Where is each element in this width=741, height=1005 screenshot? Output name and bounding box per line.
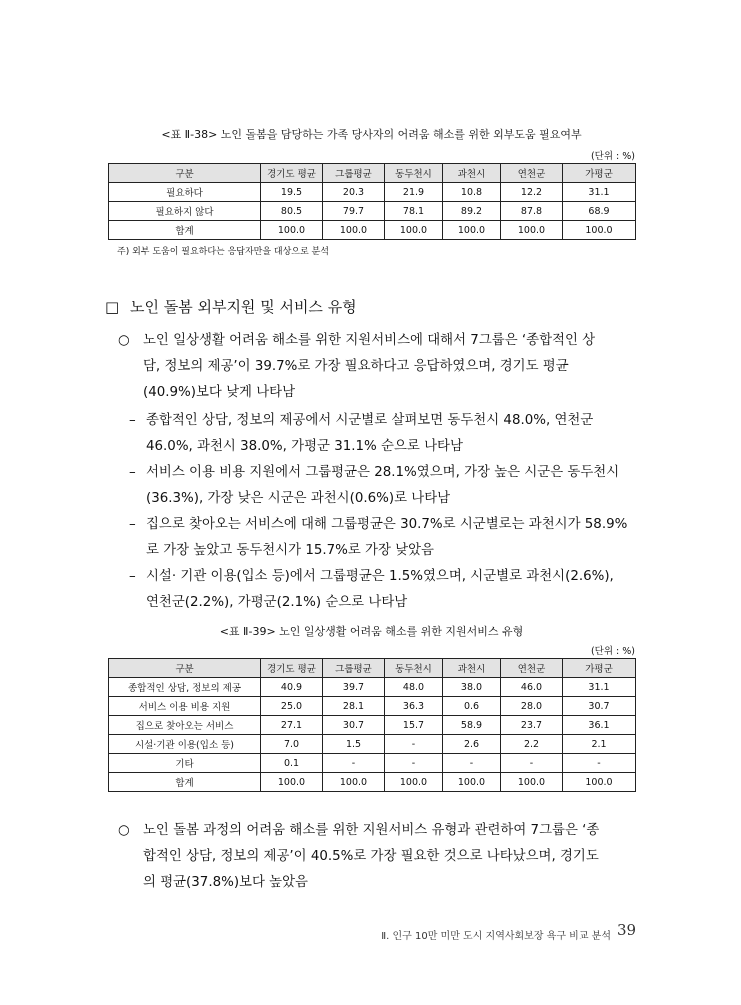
row-label: 서비스 이용 비용 지원 (109, 697, 261, 716)
table1-header-row (109, 164, 636, 183)
column-header: 과천시 (443, 164, 501, 183)
table-cell: 58.9 (443, 716, 501, 735)
table2-header-row (109, 659, 636, 678)
table-cell: 100.0 (501, 773, 563, 792)
dash-marker: – (129, 517, 136, 532)
section-bullet: □ (105, 298, 120, 316)
table1 (108, 163, 636, 240)
para1-line: (40.9%)보다 낮게 나타남 (143, 385, 296, 400)
table-cell: 12.2 (501, 183, 563, 202)
table-cell: 0.6 (443, 697, 501, 716)
row-label: 종합적인 상담, 정보의 제공 (109, 678, 261, 697)
table-row (109, 202, 636, 221)
para2-line: 의 평균(37.8%)보다 높았음 (143, 875, 308, 890)
column-header: 연천군 (501, 164, 563, 183)
table-cell: - (323, 754, 385, 773)
dash-item-line: 종합적인 상담, 정보의 제공에서 시군별로 살펴보면 동두천시 48.0%, 연천군 (146, 413, 594, 428)
table-cell: - (385, 754, 443, 773)
table-cell: 100.0 (385, 221, 443, 240)
para2-line: 합적인 상담, 정보의 제공’이 40.5%로 가장 필요한 것으로 나타났으며, 경기도 (143, 849, 599, 864)
table-cell: 46.0 (501, 678, 563, 697)
table2-caption: <표 Ⅱ-39> 노인 일상생활 어려움 해소를 위한 지원서비스 유형 (219, 625, 524, 638)
table-row (109, 773, 636, 792)
table2 (108, 658, 636, 792)
table1-caption: <표 Ⅱ-38> 노인 돌봄을 담당하는 가족 당사자의 어려움 해소를 위한 외부도움 필요여부 (161, 128, 582, 141)
table-cell: 10.8 (443, 183, 501, 202)
dash-item-line: 서비스 이용 비용 지원에서 그룹평균은 28.1%였으며, 가장 높은 시군은 동두천시 (146, 465, 620, 480)
para1-line: 노인 일상생활 어려움 해소를 위한 지원서비스에 대해서 7그룹은 ‘종합적인 상 (143, 333, 596, 348)
table-cell: 78.1 (385, 202, 443, 221)
row-label: 합계 (109, 773, 261, 792)
table-cell: 100.0 (261, 221, 323, 240)
table-cell: - (443, 754, 501, 773)
table-cell: 38.0 (443, 678, 501, 697)
table-cell: - (563, 754, 636, 773)
row-label: 필요하지 않다 (109, 202, 261, 221)
table-cell: 2.1 (563, 735, 636, 754)
table-cell: 36.1 (563, 716, 636, 735)
table-row (109, 678, 636, 697)
table-cell: 0.1 (261, 754, 323, 773)
table-cell: 27.1 (261, 716, 323, 735)
table-row (109, 754, 636, 773)
section-title: 노인 돌봄 외부지원 및 서비스 유형 (129, 298, 357, 316)
para1-line: 담, 정보의 제공’이 39.7%로 가장 필요하다고 응답하였으며, 경기도 평균 (143, 359, 569, 374)
table-cell: 80.5 (261, 202, 323, 221)
column-header: 동두천시 (385, 659, 443, 678)
column-header: 과천시 (443, 659, 501, 678)
table-cell: 48.0 (385, 678, 443, 697)
table-row (109, 716, 636, 735)
row-label: 기타 (109, 754, 261, 773)
column-header: 경기도 평균 (261, 164, 323, 183)
table-row (109, 183, 636, 202)
dash-marker: – (129, 413, 136, 428)
table-cell: 89.2 (443, 202, 501, 221)
row-label: 시설·기관 이용(입소 등) (109, 735, 261, 754)
table-cell: 100.0 (261, 773, 323, 792)
table-cell: 87.8 (501, 202, 563, 221)
table-cell: 100.0 (443, 773, 501, 792)
dash-marker: – (129, 569, 136, 584)
column-header: 가평군 (563, 659, 636, 678)
column-header: 구분 (109, 659, 261, 678)
table-cell: 23.7 (501, 716, 563, 735)
dash-item-line: (36.3%), 가장 낮은 시군은 과천시(0.6%)로 나타남 (146, 491, 451, 506)
column-header: 그룹평균 (323, 659, 385, 678)
dash-item-line: 시설· 기관 이용(입소 등)에서 그룹평균은 1.5%였으며, 시군별로 과천시(2.6%), (146, 569, 614, 584)
section-heading (105, 296, 357, 317)
dash-marker: – (129, 465, 136, 480)
table-cell: 68.9 (563, 202, 636, 221)
table-cell: 2.6 (443, 735, 501, 754)
table-cell: - (501, 754, 563, 773)
table-row (109, 735, 636, 754)
para2-line: 노인 돌봄 과정의 어려움 해소를 위한 지원서비스 유형과 관련하여 7그룹은 ‘종 (143, 823, 600, 838)
table-row (109, 221, 636, 240)
page-number: 39 (617, 921, 637, 939)
column-header: 동두천시 (385, 164, 443, 183)
table-cell: 100.0 (563, 221, 636, 240)
table-cell: 30.7 (563, 697, 636, 716)
table-cell: 7.0 (261, 735, 323, 754)
table-cell: 1.5 (323, 735, 385, 754)
column-header: 그룹평균 (323, 164, 385, 183)
row-label: 집으로 찾아오는 서비스 (109, 716, 261, 735)
table1-unit: (단위 : %) (590, 151, 635, 162)
table-cell: 79.7 (323, 202, 385, 221)
table-cell: 100.0 (501, 221, 563, 240)
column-header: 경기도 평균 (261, 659, 323, 678)
table-cell: 19.5 (261, 183, 323, 202)
table-cell: 31.1 (563, 183, 636, 202)
table-cell: 36.3 (385, 697, 443, 716)
table2-unit: (단위 : %) (590, 646, 635, 657)
table-cell: - (385, 735, 443, 754)
table-cell: 100.0 (323, 221, 385, 240)
table-cell: 20.3 (323, 183, 385, 202)
table-cell: 15.7 (385, 716, 443, 735)
table-row (109, 697, 636, 716)
table-cell: 39.7 (323, 678, 385, 697)
row-label: 필요하다 (109, 183, 261, 202)
table-cell: 25.0 (261, 697, 323, 716)
table-cell: 30.7 (323, 716, 385, 735)
para2-bullet: ○ (118, 823, 130, 838)
column-header: 가평군 (563, 164, 636, 183)
dash-item-line: 로 가장 높았고 동두천시가 15.7%로 가장 낮았음 (146, 543, 434, 558)
table-cell: 28.0 (501, 697, 563, 716)
table-cell: 100.0 (563, 773, 636, 792)
table-cell: 100.0 (385, 773, 443, 792)
table-cell: 40.9 (261, 678, 323, 697)
para1-bullet: ○ (118, 333, 130, 348)
dash-item-line: 46.0%, 과천시 38.0%, 가평군 31.1% 순으로 나타남 (146, 439, 463, 454)
column-header: 구분 (109, 164, 261, 183)
row-label: 합계 (109, 221, 261, 240)
dash-item-line: 연천군(2.2%), 가평군(2.1%) 순으로 나타남 (146, 595, 408, 610)
table-cell: 100.0 (443, 221, 501, 240)
table-cell: 100.0 (323, 773, 385, 792)
table-cell: 21.9 (385, 183, 443, 202)
footer-text: Ⅱ. 인구 10만 미만 도시 지역사회보장 욕구 비교 분석 (381, 931, 611, 942)
table-cell: 2.2 (501, 735, 563, 754)
table1-note: 주) 외부 도움이 필요하다는 응답자만을 대상으로 분석 (117, 247, 329, 257)
column-header: 연천군 (501, 659, 563, 678)
table-cell: 31.1 (563, 678, 636, 697)
table-cell: 28.1 (323, 697, 385, 716)
dash-item-line: 집으로 찾아오는 서비스에 대해 그룹평균은 30.7%로 시군별로는 과천시가 58.9% (146, 517, 628, 532)
